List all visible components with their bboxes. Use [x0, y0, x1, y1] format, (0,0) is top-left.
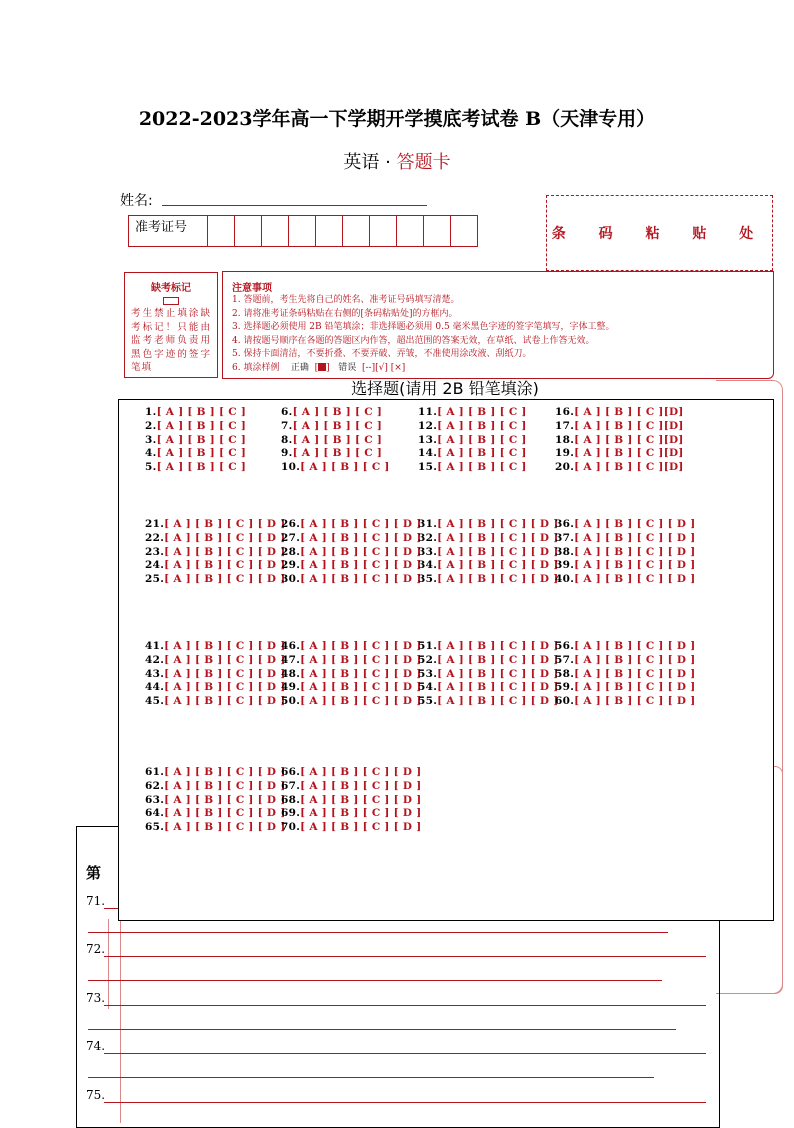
answer-options[interactable]: [ A ] [ B ] [ C ] [ D ] [300, 667, 422, 680]
question-number: 7. [281, 419, 293, 432]
sample-filled-mark [318, 363, 326, 371]
question-number: 41. [145, 640, 165, 652]
choice-question-row[interactable] [281, 420, 390, 434]
barcode-label: 条 码 粘 贴 处 [551, 226, 768, 242]
choice-question-row[interactable] [555, 559, 696, 573]
exam-id-label: 准考证号 [129, 216, 208, 246]
choice-question-row[interactable] [555, 434, 684, 448]
sample-wrong-marks: [--][√] [×] [362, 362, 406, 373]
answer-options[interactable]: [ A ] [ B ] [ C ] [ D ] [164, 545, 286, 558]
absent-description: 考生禁止填涂缺考标记！只能由监考老师负责用黑色字迹的签字笔填 [131, 308, 211, 373]
exam-id-cell[interactable] [235, 216, 262, 246]
answer-options[interactable]: [ A ] [ B ] [ C ] [ D ] [164, 640, 286, 652]
question-number: 56. [555, 640, 575, 652]
question-number: 14. [418, 447, 438, 460]
question-number: 23. [145, 545, 165, 558]
question-number: 27. [281, 531, 301, 544]
choice-question-row[interactable] [145, 532, 286, 546]
answer-options[interactable]: [ A ] [ B ] [ C ] [437, 447, 527, 460]
choice-question-row[interactable] [145, 654, 286, 668]
answer-options[interactable]: [ A ] [ B ] [ C ] [ D ] [300, 573, 422, 586]
choice-question-row[interactable] [145, 640, 286, 654]
choice-question-row[interactable] [555, 546, 696, 560]
choice-question-row[interactable] [418, 573, 559, 587]
choice-question-row[interactable] [145, 406, 246, 420]
question-number: 31. [418, 518, 438, 530]
choice-question-row[interactable] [281, 518, 422, 532]
answer-options[interactable]: [ A ] [ B ] [ C ] [437, 406, 527, 418]
question-number: 70. [281, 821, 301, 834]
answer-options[interactable]: [ A ] [ B ] [ C ] [ D ] [164, 695, 286, 708]
question-number: 66. [281, 766, 301, 778]
notice-item: 2. 请将准考证条码粘贴在右侧的[条码粘贴处]的方框内。 [232, 308, 458, 319]
choice-question-row[interactable] [281, 766, 422, 780]
answer-options[interactable]: [ A ] [ B ] [ C ] [ D ] [574, 695, 696, 708]
question-number: 51. [418, 640, 438, 652]
answer-options[interactable]: [ A ] [ B ] [ C ] [ D ] [437, 653, 559, 666]
answer-options[interactable]: [ A ] [ B ] [ C ][D] [574, 447, 684, 460]
answer-options[interactable]: [ A ] [ B ] [ C ] [437, 433, 527, 446]
question-number: 49. [281, 681, 301, 694]
notice-item: 4. 请按题号顺序在各题的答题区内作答，超出范围的答案无效，在草纸、试卷上作答无效。 [232, 335, 595, 346]
answer-options[interactable]: [ A ] [ B ] [ C ] [ D ] [164, 807, 286, 820]
choice-question-row[interactable] [281, 821, 422, 835]
absent-mark-checkbox[interactable] [163, 297, 179, 305]
question-number: 8. [281, 433, 293, 446]
choice-question-row[interactable] [145, 780, 286, 794]
answer-line[interactable] [88, 932, 668, 933]
notice-box [222, 271, 774, 379]
answer-options[interactable]: [ A ] [ B ] [ C ] [156, 406, 247, 418]
question-number: 64. [145, 807, 165, 820]
question-number: 68. [281, 793, 301, 806]
answer-options[interactable]: [ A ] [ B ] [ C ] [ D ] [300, 653, 422, 666]
answer-options[interactable]: [ A ] [ B ] [ C ] [ D ] [300, 518, 422, 530]
notice-item: 3. 选择题必须使用 2B 铅笔填涂；非选择题必须用 0.5 毫米黑色字迹的签字笔填写，字体工整。 [232, 322, 615, 333]
choice-block [145, 406, 246, 475]
choice-question-row[interactable] [145, 573, 286, 587]
answer-options[interactable]: [ A ] [ B ] [ C ] [ D ] [300, 640, 422, 652]
notice-sample-row: 6. 填涂样例 正确 [ ] 错误 [--][√] [×] [232, 362, 406, 373]
choice-block [418, 406, 527, 475]
question-number: 25. [145, 573, 165, 586]
sample-right-label: 正确 [290, 362, 309, 373]
absent-mark-box [124, 272, 218, 378]
answer-options[interactable]: [ A ] [ B ] [ C ] [ D ] [164, 793, 286, 806]
answer-options[interactable]: [ A ] [ B ] [ C ] [292, 447, 383, 460]
choice-question-row[interactable] [555, 668, 696, 682]
choice-question-row[interactable] [145, 681, 286, 695]
choice-question-row[interactable] [418, 447, 527, 461]
notice-item: 5. 保持卡面清洁，不要折叠、不要弄破、弄皱，不准使用涂改液、刮纸刀。 [232, 349, 532, 360]
answer-line[interactable] [88, 1077, 654, 1078]
exam-id-cell[interactable] [289, 216, 316, 246]
question-number: 6. [281, 406, 293, 418]
choice-section [118, 399, 774, 921]
answer-options[interactable]: [ A ] [ B ] [ C ] [ D ] [437, 667, 559, 680]
choice-section-title: 选择题(请用 2B 铅笔填涂) [351, 379, 539, 398]
question-number: 11. [418, 406, 438, 418]
answer-options[interactable]: [ A ] [ B ] [ C ] [ D ] [300, 766, 422, 778]
exam-id-cell[interactable] [343, 216, 370, 246]
sample-wrong-label: 错误 [338, 362, 357, 373]
choice-question-row[interactable] [555, 532, 696, 546]
choice-question-row[interactable] [281, 807, 422, 821]
choice-question-row[interactable] [281, 668, 422, 682]
choice-question-row[interactable] [145, 461, 246, 475]
written-question-row [86, 1039, 706, 1053]
question-number: 57. [555, 653, 575, 666]
choice-question-row[interactable] [281, 681, 422, 695]
question-number: 58. [555, 667, 575, 680]
choice-question-row[interactable] [418, 695, 559, 709]
answer-options[interactable]: [ A ] [ B ] [ C ][D] [574, 419, 684, 432]
written-question-number: 75. [86, 1088, 106, 1102]
choice-question-row[interactable] [418, 559, 559, 573]
choice-block [145, 766, 286, 835]
answer-options[interactable]: [ A ] [ B ] [ C ][D] [574, 433, 684, 446]
choice-question-row[interactable] [145, 420, 246, 434]
answer-options[interactable]: [ A ] [ B ] [ C ] [ D ] [437, 545, 559, 558]
sample-label: 6. 填涂样例 [232, 362, 280, 373]
choice-question-row[interactable] [145, 518, 286, 532]
answer-options[interactable]: [ A ] [ B ] [ C ] [ D ] [437, 681, 559, 694]
question-number: 47. [281, 653, 301, 666]
answer-options[interactable]: [ A ] [ B ] [ C ] [ D ] [574, 667, 696, 680]
question-number: 33. [418, 545, 438, 558]
choice-question-row[interactable] [281, 532, 422, 546]
choice-question-row[interactable] [418, 420, 527, 434]
question-number: 42. [145, 653, 165, 666]
choice-question-row[interactable] [281, 559, 422, 573]
question-number: 5. [145, 461, 157, 474]
answer-options[interactable]: [ A ] [ B ] [ C ] [ D ] [300, 807, 422, 820]
exam-id-cell[interactable] [370, 216, 397, 246]
page-title: 2022-2023学年高一下学期开学摸底考试卷 B（天津专用） [138, 108, 656, 130]
answer-options[interactable]: [ A ] [ B ] [ C ] [ D ] [164, 653, 286, 666]
answer-options[interactable]: [ A ] [ B ] [ C ] [ D ] [164, 821, 286, 834]
question-number: 30. [281, 573, 301, 586]
answer-options[interactable]: [ A ] [ B ] [ C ] [292, 419, 383, 432]
choice-block [281, 640, 422, 709]
answer-options[interactable]: [ A ] [ B ] [ C ] [437, 419, 527, 432]
question-number: 17. [555, 419, 575, 432]
subtitle-subject: 英语 · [343, 152, 397, 173]
question-number: 10. [281, 461, 301, 474]
choice-question-row[interactable] [555, 518, 696, 532]
exam-id-cell[interactable] [451, 216, 477, 246]
question-number: 44. [145, 681, 165, 694]
choice-question-row[interactable] [281, 461, 390, 475]
question-number: 24. [145, 559, 165, 572]
question-number: 38. [555, 545, 575, 558]
choice-question-row[interactable] [145, 807, 286, 821]
choice-question-row[interactable] [281, 447, 390, 461]
choice-question-row[interactable] [145, 821, 286, 835]
choice-block [555, 640, 696, 709]
choice-question-row[interactable] [145, 695, 286, 709]
question-number: 32. [418, 531, 438, 544]
choice-block [418, 518, 559, 587]
written-question-number: 71. [86, 894, 106, 908]
choice-block [555, 518, 696, 587]
choice-question-row[interactable] [281, 406, 390, 420]
answer-options[interactable]: [ A ] [ B ] [ C ] [ D ] [574, 531, 696, 544]
choice-question-row[interactable] [418, 654, 559, 668]
choice-question-row[interactable] [145, 447, 246, 461]
choice-question-row[interactable] [281, 434, 390, 448]
choice-question-row[interactable] [555, 406, 684, 420]
choice-question-row[interactable] [418, 681, 559, 695]
name-label: 姓名: [120, 193, 153, 209]
question-number: 29. [281, 559, 301, 572]
choice-question-row[interactable] [418, 518, 559, 532]
answer-options[interactable]: [ A ] [ B ] [ C ] [ D ] [574, 681, 696, 694]
answer-options[interactable]: [ A ] [ B ] [ C ] [ D ] [300, 681, 422, 694]
question-number: 50. [281, 695, 301, 708]
answer-options[interactable]: [ A ] [ B ] [ C ] [ D ] [574, 653, 696, 666]
choice-question-row[interactable] [418, 532, 559, 546]
choice-question-row[interactable] [555, 654, 696, 668]
answer-options[interactable]: [ A ] [ B ] [ C ] [156, 419, 247, 432]
answer-line[interactable] [88, 1029, 676, 1030]
answer-options[interactable]: [ A ] [ B ] [ C ] [ D ] [574, 545, 696, 558]
written-question-number: 74. [86, 1039, 106, 1053]
written-question-row [86, 1088, 706, 1102]
choice-question-row[interactable] [281, 695, 422, 709]
choice-block [145, 518, 286, 587]
answer-options[interactable]: [ A ] [ B ] [ C ][D] [574, 406, 684, 418]
answer-options[interactable]: [ A ] [ B ] [ C ] [ D ] [164, 518, 286, 530]
absent-title: 缺考标记 [151, 283, 191, 294]
answer-options[interactable]: [ A ] [ B ] [ C ] [ D ] [300, 779, 422, 792]
written-section-label: 第 [86, 864, 102, 882]
question-number: 16. [555, 406, 575, 418]
question-number: 53. [418, 667, 438, 680]
exam-id-box [128, 215, 478, 247]
question-number: 9. [281, 447, 293, 460]
choice-question-row[interactable] [145, 668, 286, 682]
name-field[interactable] [162, 205, 427, 206]
question-number: 65. [145, 821, 165, 834]
question-number: 37. [555, 531, 575, 544]
answer-options[interactable]: [ A ] [ B ] [ C ] [ D ] [164, 559, 286, 572]
question-number: 52. [418, 653, 438, 666]
choice-block [145, 640, 286, 709]
question-number: 13. [418, 433, 438, 446]
question-number: 28. [281, 545, 301, 558]
choice-question-row[interactable] [281, 794, 422, 808]
page-subtitle [0, 148, 794, 174]
question-number: 39. [555, 559, 575, 572]
choice-question-row[interactable] [418, 668, 559, 682]
choice-question-row[interactable] [555, 420, 684, 434]
choice-question-row[interactable] [145, 794, 286, 808]
choice-block [281, 406, 390, 475]
answer-options[interactable]: [ A ] [ B ] [ C ] [ D ] [437, 518, 559, 530]
choice-question-row[interactable] [555, 447, 684, 461]
answer-options[interactable]: [ A ] [ B ] [ C ] [ D ] [164, 573, 286, 586]
answer-options[interactable]: [ A ] [ B ] [ C ] [300, 461, 390, 474]
choice-question-row[interactable] [145, 766, 286, 780]
exam-id-cell[interactable] [262, 216, 289, 246]
choice-question-row[interactable] [281, 654, 422, 668]
answer-line[interactable] [88, 980, 662, 981]
question-number: 3. [145, 433, 157, 446]
answer-options[interactable]: [ A ] [ B ] [ C ] [ D ] [164, 681, 286, 694]
exam-id-cell[interactable] [208, 216, 235, 246]
choice-question-row[interactable] [145, 559, 286, 573]
answer-options[interactable]: [ A ] [ B ] [ C ] [156, 433, 247, 446]
question-number: 46. [281, 640, 301, 652]
choice-question-row[interactable] [145, 434, 246, 448]
question-number: 20. [555, 461, 575, 474]
question-number: 35. [418, 573, 438, 586]
question-number: 21. [145, 518, 165, 530]
question-number: 61. [145, 766, 165, 778]
answer-options[interactable]: [ A ] [ B ] [ C ] [ D ] [574, 573, 696, 586]
subtitle-answer-sheet: 答题卡 [396, 152, 451, 173]
question-number: 22. [145, 531, 165, 544]
choice-question-row[interactable] [281, 640, 422, 654]
choice-question-row[interactable] [281, 573, 422, 587]
choice-question-row[interactable] [418, 546, 559, 560]
question-number: 55. [418, 695, 438, 708]
choice-question-row[interactable] [555, 573, 696, 587]
barcode-area [546, 195, 773, 271]
answer-options[interactable]: [ A ] [ B ] [ C ] [156, 447, 247, 460]
answer-options[interactable]: [ A ] [ B ] [ C ] [ D ] [164, 766, 286, 778]
question-number: 40. [555, 573, 575, 586]
question-number: 15. [418, 461, 438, 474]
choice-block [555, 406, 684, 475]
choice-question-row[interactable] [555, 461, 684, 475]
question-number: 54. [418, 681, 438, 694]
question-number: 2. [145, 419, 157, 432]
exam-id-cell[interactable] [397, 216, 424, 246]
question-number: 36. [555, 518, 575, 530]
question-number: 63. [145, 793, 165, 806]
choice-question-row[interactable] [281, 780, 422, 794]
answer-options[interactable]: [ A ] [ B ] [ C ] [ D ] [300, 531, 422, 544]
question-number: 69. [281, 807, 301, 820]
answer-options[interactable]: [ A ] [ B ] [ C ] [ D ] [300, 695, 422, 708]
answer-options[interactable]: [ A ] [ B ] [ C ] [ D ] [437, 640, 559, 652]
notice-item: 1. 答题前，考生先将自己的姓名、准考证号码填写清楚。 [232, 295, 460, 305]
question-number: 43. [145, 667, 165, 680]
answer-options[interactable]: [ A ] [ B ] [ C ] [ D ] [300, 545, 422, 558]
answer-line[interactable] [104, 1053, 706, 1054]
answer-options[interactable]: [ A ] [ B ] [ C ] [ D ] [164, 531, 286, 544]
answer-options[interactable]: [ A ] [ B ] [ C ] [ D ] [437, 573, 559, 586]
answer-options[interactable]: [ A ] [ B ] [ C ] [ D ] [437, 531, 559, 544]
answer-line[interactable] [104, 1102, 706, 1103]
written-question-row [86, 942, 706, 956]
choice-block [281, 766, 422, 835]
written-question-row [86, 991, 706, 1005]
choice-block [281, 518, 422, 587]
answer-options[interactable]: [ A ] [ B ] [ C ] [ D ] [300, 793, 422, 806]
written-question-number: 73. [86, 991, 106, 1005]
choice-question-row[interactable] [555, 640, 696, 654]
choice-question-row[interactable] [555, 695, 696, 709]
question-number: 48. [281, 667, 301, 680]
answer-options[interactable]: [ A ] [ B ] [ C ] [ D ] [164, 779, 286, 792]
answer-line[interactable] [104, 1005, 706, 1006]
exam-id-cell[interactable] [424, 216, 451, 246]
question-number: 26. [281, 518, 301, 530]
choice-block [418, 640, 559, 709]
answer-line[interactable] [104, 956, 706, 957]
question-number: 1. [145, 406, 157, 418]
question-number: 60. [555, 695, 575, 708]
question-number: 45. [145, 695, 165, 708]
choice-question-row[interactable] [145, 546, 286, 560]
answer-options[interactable]: [ A ] [ B ] [ C ] [156, 461, 247, 474]
written-question-number: 72. [86, 942, 106, 956]
question-number: 19. [555, 447, 575, 460]
answer-options[interactable]: [ A ] [ B ] [ C ] [292, 406, 383, 418]
exam-id-cell[interactable] [316, 216, 343, 246]
question-number: 67. [281, 779, 301, 792]
question-number: 4. [145, 447, 157, 460]
answer-options[interactable]: [ A ] [ B ] [ C ] [292, 433, 383, 446]
answer-options[interactable]: [ A ] [ B ] [ C ] [ D ] [574, 518, 696, 530]
answer-options[interactable]: [ A ] [ B ] [ C ][D] [574, 461, 684, 474]
choice-question-row[interactable] [418, 434, 527, 448]
question-number: 18. [555, 433, 575, 446]
answer-options[interactable]: [ A ] [ B ] [ C ] [ D ] [300, 559, 422, 572]
answer-options[interactable]: [ A ] [ B ] [ C ] [ D ] [574, 559, 696, 572]
question-number: 62. [145, 779, 165, 792]
answer-options[interactable]: [ A ] [ B ] [ C ] [ D ] [437, 695, 559, 708]
answer-options[interactable]: [ A ] [ B ] [ C ] [ D ] [164, 667, 286, 680]
question-number: 12. [418, 419, 438, 432]
choice-question-row[interactable] [418, 406, 527, 420]
choice-question-row[interactable] [281, 546, 422, 560]
question-number: 59. [555, 681, 575, 694]
question-number: 34. [418, 559, 438, 572]
notice-title: 注意事项 [232, 283, 272, 294]
answer-options[interactable]: [ A ] [ B ] [ C ] [ D ] [300, 821, 422, 834]
answer-options[interactable]: [ A ] [ B ] [ C ] [437, 461, 527, 474]
answer-options[interactable]: [ A ] [ B ] [ C ] [ D ] [437, 559, 559, 572]
choice-question-row[interactable] [418, 640, 559, 654]
choice-question-row[interactable] [418, 461, 527, 475]
answer-options[interactable]: [ A ] [ B ] [ C ] [ D ] [574, 640, 696, 652]
choice-question-row[interactable] [555, 681, 696, 695]
